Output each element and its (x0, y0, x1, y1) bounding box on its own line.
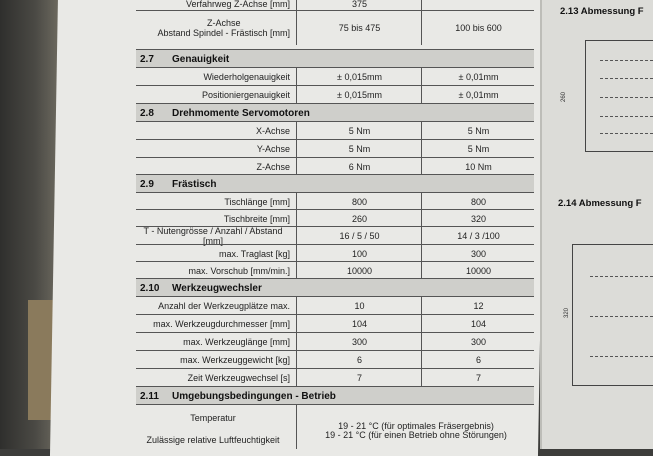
row-value-2: 320 (421, 210, 535, 227)
row-label: Wiederholgenauigkeit (203, 72, 290, 82)
row-value-2: 100 bis 600 (421, 11, 535, 45)
row-value-1: 10 (296, 297, 422, 315)
right-heading-2-13: 2.13 Abmessung F (560, 6, 644, 17)
table-row (136, 209, 534, 227)
row-value-2: 5 Nm (421, 140, 535, 158)
dimension-label: 260 (561, 91, 568, 103)
table-row (136, 157, 534, 175)
row-value-1: 104 (296, 315, 422, 333)
right-heading-2-14: 2.14 Abmessung F (558, 198, 642, 209)
row-label: max. Werkzeugdurchmesser [mm] (153, 319, 290, 329)
section-title: Frästisch (172, 178, 217, 190)
row-value-1: 800 (296, 193, 422, 210)
row-value-1: 5 Nm (296, 122, 422, 140)
section-title: Drehmomente Servomotoren (172, 107, 310, 119)
table-row (136, 332, 534, 351)
row-value-2: 12 (421, 297, 535, 315)
row-value-2: 300 (421, 333, 535, 351)
row-label: Positioniergenauigkeit (201, 90, 290, 100)
row-value-2: 104 (421, 315, 535, 333)
dimension-drawing-top (585, 40, 653, 152)
row-label: Z-Achse Abstand Spindel - Frästisch [mm] (157, 18, 290, 38)
row-label: Zulässige relative Luftfeuchtigkeit (146, 434, 280, 445)
row-value-2: 19 - 21 °C (für optimales Fräsergebnis) (296, 405, 535, 431)
table-row (136, 430, 534, 449)
row-value-1: 7 (296, 369, 422, 387)
row-label: max. Werkzeuggewicht [kg] (180, 355, 290, 365)
table-row (136, 314, 534, 333)
row-value-1: 375 (296, 0, 422, 11)
row-value-1: 75 bis 475 (296, 11, 422, 45)
table-row (136, 350, 534, 369)
row-label: X-Achse (255, 126, 290, 136)
row-label: max. Traglast [kg] (218, 248, 290, 259)
section-title: Genauigkeit (172, 53, 230, 65)
row-value-1: ± 0,015mm (296, 68, 422, 86)
row-value-2: 5 Nm (421, 122, 535, 140)
table-row (136, 85, 534, 104)
row-label: Z-Achse (256, 161, 290, 172)
row-value-2: 14 / 3 /100 (421, 227, 535, 245)
drawing-line (600, 97, 653, 98)
table-row (136, 296, 534, 315)
section-number: 2.11 (140, 390, 159, 402)
table-row (136, 10, 534, 45)
row-value-2: 7 (421, 369, 535, 387)
table-row (136, 139, 534, 158)
row-value-1: ± 0,015mm (296, 86, 422, 104)
table-row (136, 368, 534, 387)
row-value-2: 800 (421, 193, 535, 210)
drawing-line (600, 78, 653, 79)
row-label: T - Nutengrösse / Anzahl / Abstand [mm] (143, 226, 283, 246)
row-label: Tischlänge [mm] (224, 196, 290, 207)
table-row (136, 67, 534, 86)
row-label: Y-Achse (256, 144, 290, 154)
drawing-line (600, 116, 653, 117)
section-number: 2.9 (140, 178, 154, 190)
dimension-label: 320 (564, 307, 571, 319)
row-value-1: 6 Nm (296, 158, 422, 175)
drawing-line (590, 356, 653, 357)
drawing-line (600, 60, 653, 61)
row-label: max. Werkzeuglänge [mm] (183, 337, 290, 347)
row-value-2: ± 0,01mm (421, 86, 535, 104)
section-number: 2.10 (140, 282, 160, 294)
table-row (136, 121, 534, 140)
row-value-1: 10000 (296, 262, 422, 279)
table-row (136, 404, 534, 431)
row-value-2: 300 (421, 245, 535, 262)
table-row (136, 226, 534, 245)
dimension-drawing-bottom (572, 244, 653, 386)
row-label: max. Vorschub [mm/min.] (188, 265, 290, 276)
drawing-line (600, 133, 653, 134)
row-label: Tischbreite [mm] (223, 213, 290, 224)
row-value-1: 6 (296, 351, 422, 369)
row-label: Zeit Werkzeugwechsel [s] (187, 373, 290, 383)
row-value-1: 16 / 5 / 50 (296, 227, 422, 245)
row-value-1: 300 (296, 333, 422, 351)
table-row (136, 261, 534, 279)
section-title: Werkzeugwechsler (172, 282, 262, 294)
drawing-line (590, 276, 653, 277)
row-value-2: 19 - 21 °C (für einen Betrieb ohne Störungen) (296, 430, 535, 449)
row-label: Anzahl der Werkzeugplätze max. (158, 301, 290, 311)
row-value-1: 5 Nm (296, 140, 422, 158)
section-heading (136, 278, 534, 297)
row-value-2: 10 Nm (421, 158, 535, 175)
table-row (136, 192, 534, 210)
row-label: Temperatur (190, 413, 236, 423)
section-number: 2.8 (140, 107, 154, 119)
row-value-1: 100 (296, 245, 422, 262)
row-value-2: ± 0,01mm (421, 68, 535, 86)
row-value-2: 10000 (421, 262, 535, 279)
section-heading (136, 49, 534, 68)
section-heading (136, 103, 534, 122)
row-label: Verfahrweg Z-Achse [mm] (185, 0, 290, 9)
row-value-2: 6 (421, 351, 535, 369)
drawing-line (590, 316, 653, 317)
row-value-1: 260 (296, 210, 422, 227)
table-row (136, 244, 534, 262)
section-heading (136, 386, 534, 405)
section-title: Umgebungsbedingungen - Betrieb (172, 390, 336, 402)
section-number: 2.7 (140, 53, 154, 65)
section-heading (136, 174, 534, 193)
